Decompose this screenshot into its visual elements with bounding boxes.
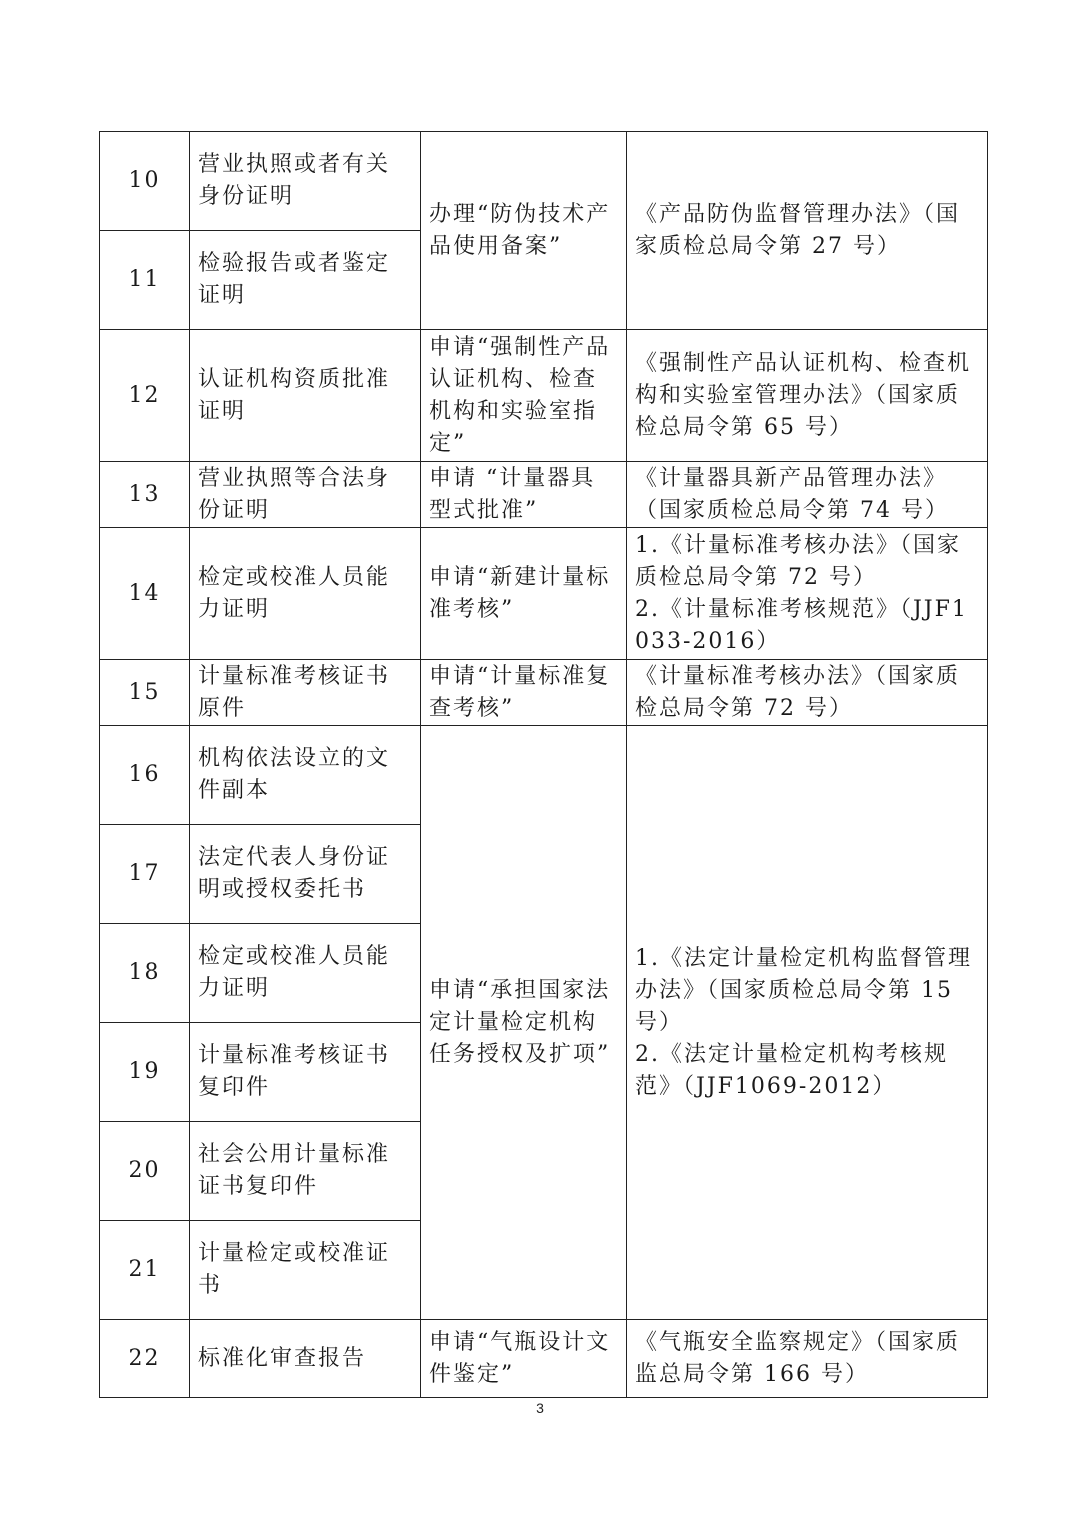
row-number: 13 xyxy=(100,462,190,528)
basis-cell: 《计量标准考核办法》（国家质检总局令第 72 号） xyxy=(627,660,988,726)
row-number: 18 xyxy=(100,924,190,1023)
table-row xyxy=(100,660,988,726)
table-row xyxy=(100,1320,988,1398)
row-number: 15 xyxy=(100,660,190,726)
material-cell: 检验报告或者鉴定证明 xyxy=(190,231,421,330)
row-number: 20 xyxy=(100,1122,190,1221)
row-number: 19 xyxy=(100,1023,190,1122)
material-cell: 法定代表人身份证明或授权委托书 xyxy=(190,825,421,924)
document-table xyxy=(99,131,988,1398)
material-cell: 计量标准考核证书原件 xyxy=(190,660,421,726)
basis-cell: 《强制性产品认证机构、检查机构和实验室管理办法》（国家质检总局令第 65 号） xyxy=(627,330,988,462)
basis-cell xyxy=(627,528,988,660)
material-cell: 社会公用计量标准证书复印件 xyxy=(190,1122,421,1221)
material-cell: 认证机构资质批准证明 xyxy=(190,330,421,462)
material-cell: 检定或校准人员能力证明 xyxy=(190,924,421,1023)
material-cell: 计量标准考核证书复印件 xyxy=(190,1023,421,1122)
basis-cell: 《计量器具新产品管理办法》（国家质检总局令第 74 号） xyxy=(627,462,988,528)
row-number: 16 xyxy=(100,726,190,825)
table-row xyxy=(100,726,988,825)
row-number: 17 xyxy=(100,825,190,924)
page-number: 3 xyxy=(536,1400,544,1416)
material-cell: 标准化审查报告 xyxy=(190,1320,421,1398)
matter-cell: 申请 “计量器具型式批准” xyxy=(421,462,627,528)
row-number: 14 xyxy=(100,528,190,660)
basis-item: 1.《法定计量检定机构监督管理办法》（国家质检总局令第 15 号） xyxy=(635,945,972,1035)
row-number: 22 xyxy=(100,1320,190,1398)
matter-cell: 申请“气瓶设计文件鉴定” xyxy=(421,1320,627,1398)
basis-cell xyxy=(627,726,988,1320)
basis-item: 2.《法定计量检定机构考核规范》（JJF1069-2012） xyxy=(635,1041,948,1099)
table-row xyxy=(100,462,988,528)
matter-cell: 申请“承担国家法定计量检定机构任务授权及扩项” xyxy=(421,726,627,1320)
row-number: 11 xyxy=(100,231,190,330)
table-row xyxy=(100,132,988,231)
basis-item: 1.《计量标准考核办法》（国家质检总局令第 72 号） xyxy=(635,532,961,590)
table-row xyxy=(100,330,988,462)
material-cell: 营业执照或者有关身份证明 xyxy=(190,132,421,231)
row-number: 12 xyxy=(100,330,190,462)
basis-item: 2.《计量标准考核规范》（JJF1033-2016） xyxy=(635,596,968,654)
matter-cell: 申请“强制性产品认证机构、检查机构和实验室指定” xyxy=(421,330,627,462)
basis-cell: 《产品防伪监督管理办法》（国家质检总局令第 27 号） xyxy=(627,132,988,330)
material-cell: 计量检定或校准证书 xyxy=(190,1221,421,1320)
matter-cell: 申请“计量标准复查考核” xyxy=(421,660,627,726)
basis-cell: 《气瓶安全监察规定》（国家质监总局令第 166 号） xyxy=(627,1320,988,1398)
material-cell: 检定或校准人员能力证明 xyxy=(190,528,421,660)
row-number: 10 xyxy=(100,132,190,231)
material-cell: 营业执照等合法身份证明 xyxy=(190,462,421,528)
matter-cell: 办理“防伪技术产品使用备案” xyxy=(421,132,627,330)
matter-cell: 申请“新建计量标准考核” xyxy=(421,528,627,660)
table-row xyxy=(100,528,988,660)
row-number: 21 xyxy=(100,1221,190,1320)
material-cell: 机构依法设立的文件副本 xyxy=(190,726,421,825)
